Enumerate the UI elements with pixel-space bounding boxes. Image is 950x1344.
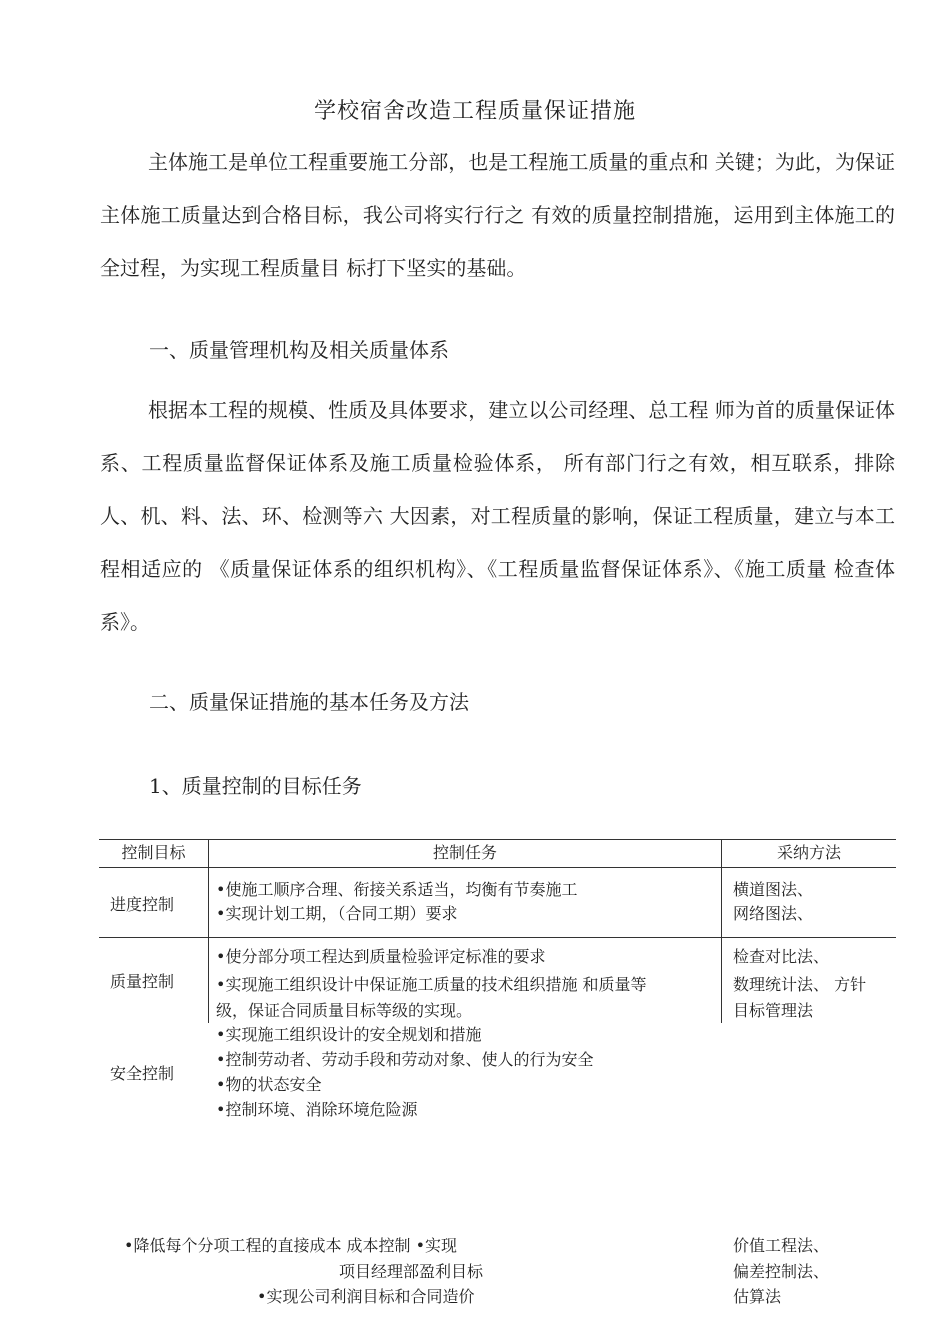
- table-col-divider-1: [208, 839, 209, 1023]
- row2-task-1: •使分部分项工程达到质量检验评定标准的要求: [216, 947, 546, 966]
- cost-method-3: 估算法: [733, 1287, 782, 1306]
- cost-line-1: •降低每个分项工程的直接成本 成本控制 •实现: [124, 1236, 458, 1255]
- row1-task-2: •实现计划工期，（合同工期）要求: [216, 904, 458, 923]
- table-header-target: 控制目标: [121, 843, 186, 862]
- table-header-method: 采纳方法: [776, 843, 841, 862]
- row1-method-1: 横道图法、: [733, 880, 814, 899]
- row2-task-3: 级，保证合同质量目标等级的实现。: [216, 1001, 473, 1020]
- cost-method-1: 价值工程法、: [733, 1236, 830, 1255]
- cost-line-3: •实现公司利润目标和合同造价: [257, 1287, 475, 1306]
- table-col-divider-2: [721, 839, 722, 1023]
- row3-target: 安全控制: [110, 1064, 175, 1083]
- subsection1-heading: 1、质量控制的目标任务: [149, 774, 362, 798]
- row2-method-3: 目标管理法: [733, 1001, 814, 1020]
- row3-task-3: •物的状态安全: [216, 1075, 322, 1094]
- table-header-task: 控制任务: [432, 843, 497, 862]
- cost-line-2: 项目经理部盈利目标: [339, 1262, 484, 1281]
- row2-task-2: •实现施工组织设计中保证施工质量的技术组织措施 和质量等: [216, 975, 647, 994]
- row2-method-2: 数理统计法、 方针: [733, 975, 867, 994]
- row3-task-4: •控制环境、消除环境危险源: [216, 1100, 418, 1119]
- table-row-border: [99, 937, 896, 938]
- cost-method-2: 偏差控制法、: [733, 1262, 830, 1281]
- section1-paragraph: 根据本工程的规模、性质及具体要求，建立以公司经理、总工程 师为首的质量保证体系、工程质量监督保证体系及施工质量检验体系， 所有部门行之有效，相互联系，排除人、机、料、法、环、检测等六 大因素，对工程质量的影响，保证工程质量，建立与本工程相适应的 《质量保证体系的组织机构》、《工程质量监督保证体系》、《施工质量 检查体系》。: [100, 398, 895, 634]
- row3-task-2: •控制劳动者、劳动手段和劳动对象、使人的行为安全: [216, 1050, 594, 1069]
- row1-target: 进度控制: [110, 895, 175, 914]
- row2-target: 质量控制: [110, 972, 175, 991]
- document-title: 学校宿舍改造工程质量保证措施: [313, 99, 636, 124]
- row2-method-1: 检查对比法、: [733, 947, 830, 966]
- table-top-border: [99, 839, 896, 840]
- table-header-border: [99, 867, 896, 868]
- row1-task-1: •使施工顺序合理、衔接关系适当，均衡有节奏施工: [216, 880, 578, 899]
- section2-heading: 二、质量保证措施的基本任务及方法: [149, 690, 469, 714]
- row1-method-2: 网络图法、: [733, 904, 814, 923]
- intro-paragraph: 主体施工是单位工程重要施工分部，也是工程施工质量的重点和 关键；为此，为保证主体施工质量达到合格目标，我公司将实行行之 有效的质量控制措施，运用到主体施工的全过程，为实现工程质量目 标打下坚实的基础。: [100, 150, 895, 280]
- section1-heading: 一、质量管理机构及相关质量体系: [149, 338, 449, 362]
- row3-task-1: •实现施工组织设计的安全规划和措施: [216, 1025, 482, 1044]
